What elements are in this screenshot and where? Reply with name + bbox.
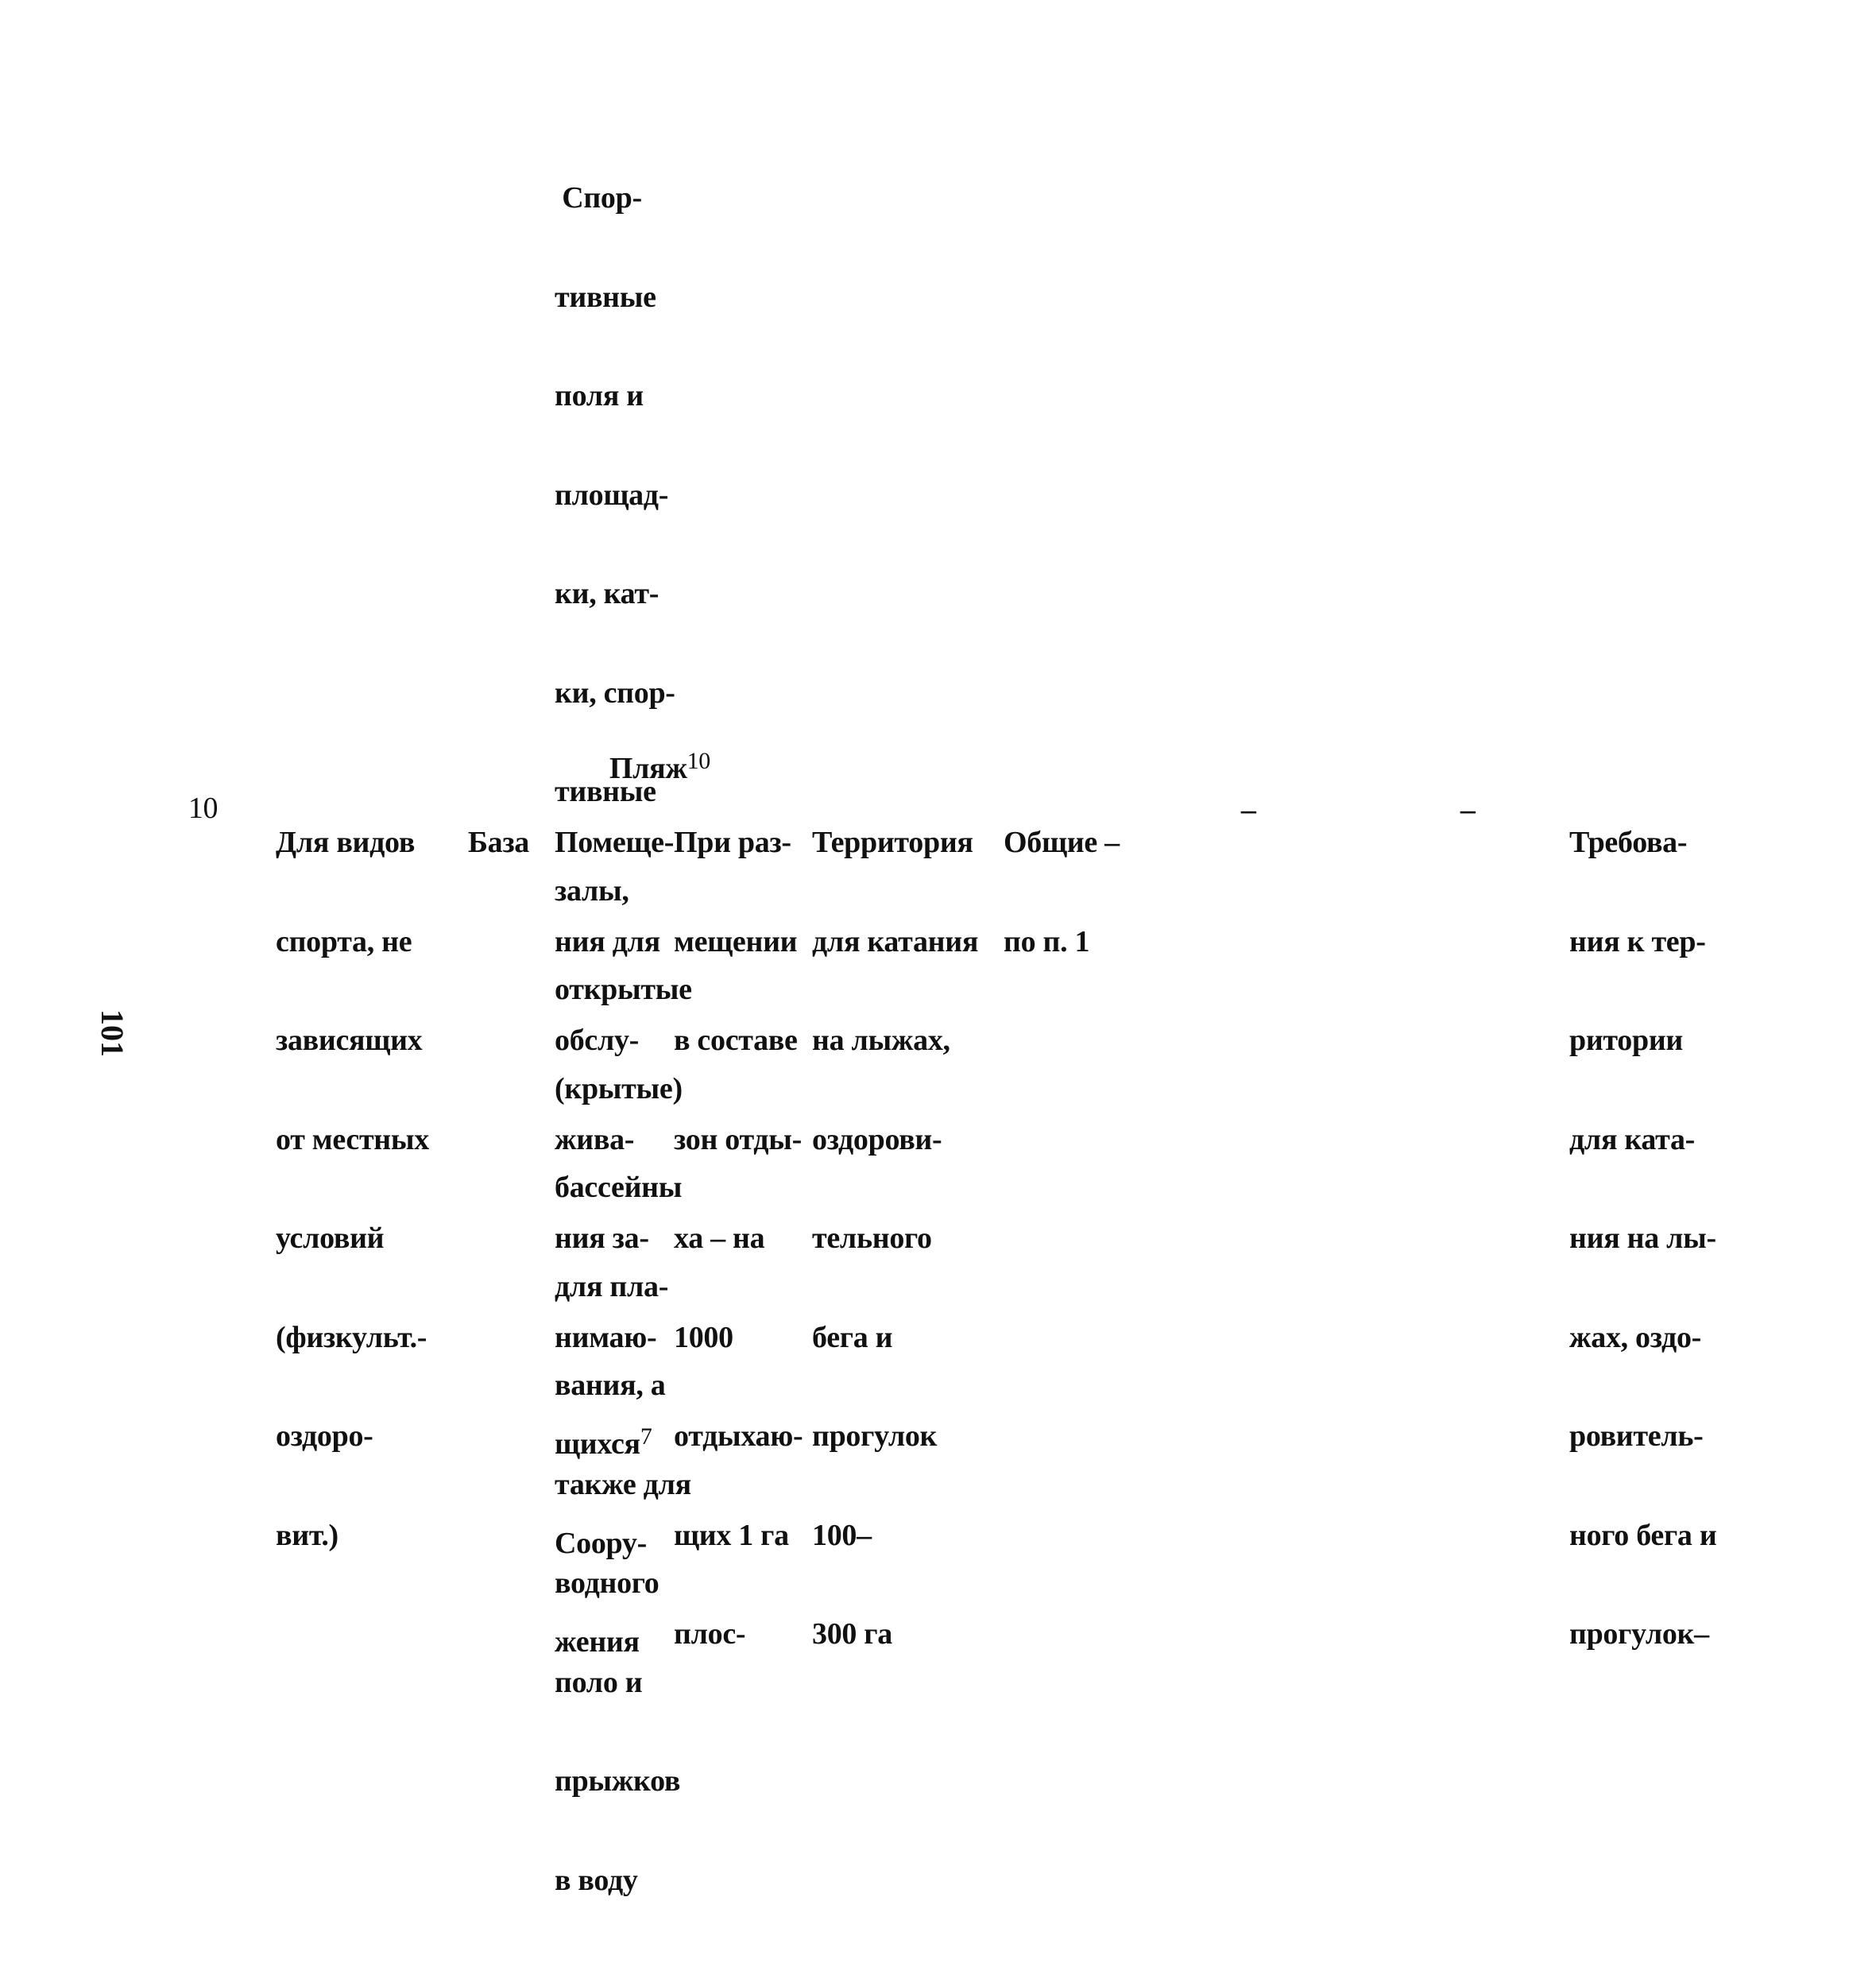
sport-type-cell (276, 761, 429, 1618)
row-number-text: 10 (188, 791, 219, 825)
dash-cell-1 (1212, 761, 1256, 860)
text-line: 1000 (674, 1320, 733, 1354)
beach-text: Пляж (609, 751, 687, 785)
text-line: ровитель- (1569, 1419, 1704, 1453)
placement-cell (674, 761, 803, 1717)
text-line: тивные (555, 280, 656, 314)
text-line: залы, (555, 873, 629, 908)
text-line: оздоро- (276, 1419, 373, 1453)
text-line: оздорови- (812, 1122, 942, 1156)
text-line: поло и (555, 1665, 643, 1699)
text-line: бега и (812, 1320, 893, 1354)
text-line: щих 1 га (674, 1518, 789, 1552)
text-line: площад- (555, 478, 669, 512)
text-line: от местных (276, 1122, 429, 1156)
text-line: Для видов (276, 826, 416, 859)
text-line: ния для (555, 924, 660, 958)
row-number (159, 759, 218, 858)
text-line: поля и (555, 379, 644, 412)
text-line: жива- (555, 1122, 635, 1156)
beach-superscript: 10 (687, 747, 711, 774)
dash-cell-2 (1431, 761, 1476, 860)
text-line: ки, спор- (555, 676, 675, 710)
page-number (94, 1009, 131, 1057)
text-line: прогулок– (1569, 1617, 1709, 1651)
text-line: обслу- (555, 1024, 640, 1057)
text-line: (физкульт.- (276, 1320, 427, 1354)
text-line: жения (555, 1625, 640, 1659)
text-line: ритории (1569, 1024, 1684, 1057)
text-line: Спор- (555, 181, 642, 215)
text-fragment: щихся (555, 1427, 640, 1461)
base-cell (439, 793, 529, 892)
text-line: вания, а (555, 1369, 666, 1402)
text-line: Соору- (555, 1526, 647, 1560)
text-line: в воду (555, 1863, 638, 1897)
text-line: ха – на (674, 1222, 765, 1255)
text-line: зон отды- (674, 1122, 802, 1156)
text-line: условий (276, 1222, 385, 1255)
text-line: зависящих (276, 1024, 423, 1057)
text-line: мещении (674, 924, 798, 958)
text-line: на лыжах, (812, 1024, 950, 1057)
base-text: База (467, 825, 530, 859)
text-line: При раз- (674, 826, 791, 859)
text-line: (крытые) (555, 1071, 683, 1105)
text-line: Общие – (1004, 826, 1120, 859)
text-line: 300 га (812, 1617, 892, 1651)
text-line: Требова- (1569, 826, 1688, 859)
premises-superscript: 7 (640, 1423, 652, 1450)
text-line: водного (555, 1566, 660, 1600)
text-line: по п. 1 (1004, 924, 1090, 958)
page-number-text: 101 (95, 1009, 130, 1057)
text-line: Территория (812, 826, 973, 859)
text-line: для катания (812, 924, 979, 958)
text-line: тивные (555, 775, 656, 808)
text-line: Помеще- (555, 826, 675, 859)
text-line: для ката- (1569, 1122, 1696, 1156)
text-line: отдыхаю- (674, 1419, 803, 1453)
text-line: плос- (674, 1617, 746, 1651)
dash-text: – (1240, 792, 1256, 827)
premises-cell (555, 761, 674, 1725)
dash-text: – (1460, 792, 1476, 827)
text-line: нимаю- (555, 1320, 657, 1354)
text-line (555, 1420, 674, 1462)
territory-cell (812, 761, 978, 1717)
text-line: также для (555, 1467, 691, 1501)
text-line: ния за- (555, 1222, 649, 1255)
text-line: ного бега и (1569, 1518, 1717, 1552)
text-line: бассейны (555, 1171, 683, 1204)
text-line: прыжков (555, 1764, 681, 1798)
text-line: ния на лы- (1569, 1222, 1716, 1255)
general-cell (1004, 761, 1120, 1024)
text-line: ния к тер- (1569, 924, 1706, 958)
text-line: 100– (812, 1518, 872, 1552)
text-line: тельного (812, 1222, 932, 1255)
text-line: спорта, не (276, 924, 412, 958)
text-line: жах, оздо- (1569, 1320, 1702, 1354)
text-line: в составе (674, 1024, 798, 1057)
text-line: прогулок (812, 1419, 938, 1453)
text-line: для пла- (555, 1269, 669, 1303)
requirements-cell (1569, 761, 1716, 1717)
text-line: вит.) (276, 1518, 338, 1552)
text-line: открытые (555, 973, 692, 1006)
text-line: ки, кат- (555, 577, 660, 610)
